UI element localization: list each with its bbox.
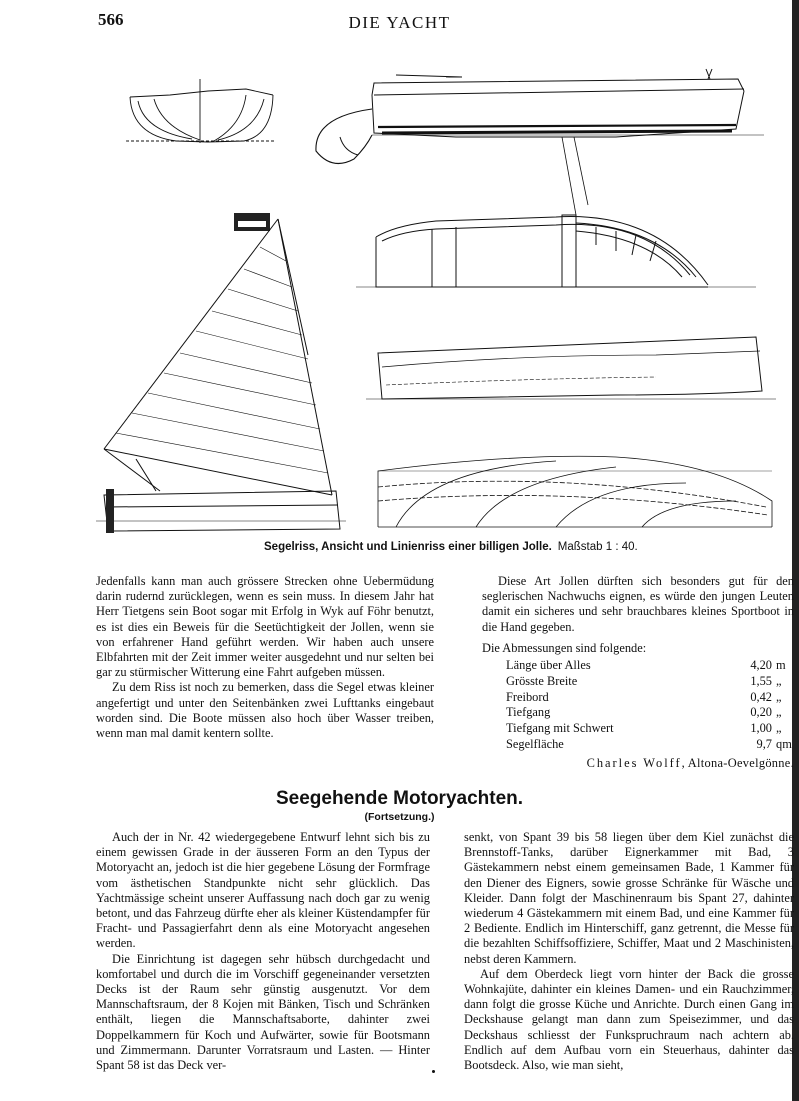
paragraph: Diese Art Jollen dürften sich besonders gut für den seglerischen Nachwuchs eignen, es würde den jungen Leuten damit ein sicheres und sehr brauchbares kleines Sportboot in die Hand gegeben. — [482, 574, 794, 634]
dimensions-table — [506, 658, 792, 753]
table-row: Segelfläche 9,7 qm — [506, 737, 792, 751]
paragraph: Die Einrichtung ist dagegen sehr hübsch durchgedacht und komfortabel und durch die im Vorschiff gegeneinander versetzten Decks ist der Raum sehr günstig ausgenutzt. Vor dem Mannschaftsraum, der 8 Kojen mit Bänken, Tisch und Schränken enthält, liegen die Mannschaftsaborte, dahinter zwei Doppelkammern für Koch und Aufwärter, sowie für Bootsmann und Zimmermann. Darunter Vorratsraum und Lasten. — Hinter Spant 58 ist das Deck ver- — [96, 951, 430, 1073]
paragraph: Auf dem Oberdeck liegt vorn hinter der Back die grosse Wohnkajüte, dahinter ein kleines Damen- und ein Rauchzimmer, dann folgt die grosse Küche und Anrichte. Durch einen Gang im Deckshause gelangt man dann zum Speisezimmer, und das Deckshaus schliesst der Funkspruchraum nach achtern ab. Endlich auf dem Aufbau vorn ein Steuerhaus, dahinter das Bootsdeck. Also, wie man sieht, — [464, 966, 794, 1073]
lines-plan-drawing — [378, 456, 772, 527]
table-row: Freibord 0,42 „ — [506, 689, 782, 704]
table-row: Tiefgang mit Schwert 1,00 „ — [506, 721, 782, 736]
table-row: Länge über Alles 4,20 m — [506, 658, 786, 673]
caption-text: Segelriss, Ansicht und Linienriss einer billigen Jolle. — [264, 541, 552, 553]
running-head: DIE YACHT — [348, 13, 451, 32]
print-mark — [432, 1070, 435, 1073]
interior-plan-drawing — [356, 215, 756, 287]
table-row: Tiefgang 0,20 „ — [506, 705, 782, 720]
page-number: 566 — [98, 10, 124, 29]
sheer-profile-drawing — [316, 69, 764, 215]
article-subtitle: (Fortsetzung.) — [364, 811, 435, 823]
motoryachten-right-column — [464, 830, 794, 1073]
author-place: , Altona-Oevelgönne. — [681, 755, 794, 770]
figure-scale: Maßstab 1 : 40. — [557, 541, 638, 553]
paragraph: Zu dem Riss ist noch zu bemerken, dass die Segel etwas kleiner angefertigt und unter den Seitenbänken zwei Lufttanks eingebaut worden sind. Die Boote müssen also hoch über Wasser treiben, wenn man mal damit kentern sollte. — [96, 680, 434, 741]
paragraph: senkt, von Spant 39 bis 58 liegen über dem Kiel zunächst die Brennstoff-Tanks, darüber Eignerkammer mit Bad, 3 Gästekammern nebst einem gemeinsamen Bade, 1 Kammer für den Diener des Eigners, sowie grosse Schränke für Wäsche und Kleider. Dann folgt der Maschinenraum bis Spant 27, dahinter wiederum 4 Gästekammern mit einem Bad, und eine Kammer für 2 Bediente. Endlich im Hinterschiff, ganz getrennt, die Messe für die bezahlten Schiffsoffiziere, Schiffer, Maat und 2 Maschinisten, nebst deren Kammern. — [464, 830, 794, 966]
jolle-left-column — [96, 574, 434, 741]
dimensions-intro: Die Abmessungen sind folgende: — [482, 640, 647, 655]
boat-drawing — [96, 55, 776, 535]
paragraph: Jedenfalls kann man auch grössere Strecken ohne Uebermüdung darin rudernd zurücklegen, wenn es sein muss. In diesem Jahr hat Herr Tietgens sein Boot sogar mit Erfolg in Wyk auf Föhr benutzt, es ist dies ein Beweis für die Seetüchtigkeit der Jollen, wenn sie von erfahrener Hand geführt werden. Wir haben auch unsere Elbfahrten mit der Zeit immer weiter ausgedehnt und nur selten bei gar zu stürmischer Witterung eine Fahrt aufgeben müssen. — [96, 574, 434, 680]
jolle-right-column — [482, 574, 794, 771]
author-signature — [482, 756, 794, 771]
body-plan-drawing — [126, 79, 276, 143]
figure-caption — [264, 541, 638, 553]
paragraph: Auch der in Nr. 42 wiedergegebene Entwurf lehnt sich bis zu einem gewissen Grade in der äusseren Form an den Typus der Motoryacht an, jedoch ist die hier gegebene Lösung der Formfrage vom ästhetischen Standpunkte nicht sehr glücklich. Das Yachtmässige scheint unserer Auffassung nach doch gar zu wenig betont, und das Fahrzeug dürfte eher als kleiner Küstendampfer für Fracht- und Passagierfahrt denn als eine Motoryacht angesehen werden. — [96, 830, 430, 951]
half-breadth-drawing — [366, 337, 776, 399]
sail-plan-drawing — [96, 213, 346, 533]
table-row: Grösste Breite 1,55 „ — [506, 673, 782, 688]
article-title: Seegehende Motoryachten. — [275, 788, 524, 809]
motoryachten-left-column — [96, 830, 430, 1073]
author-name: Charles Wolff — [586, 755, 682, 770]
